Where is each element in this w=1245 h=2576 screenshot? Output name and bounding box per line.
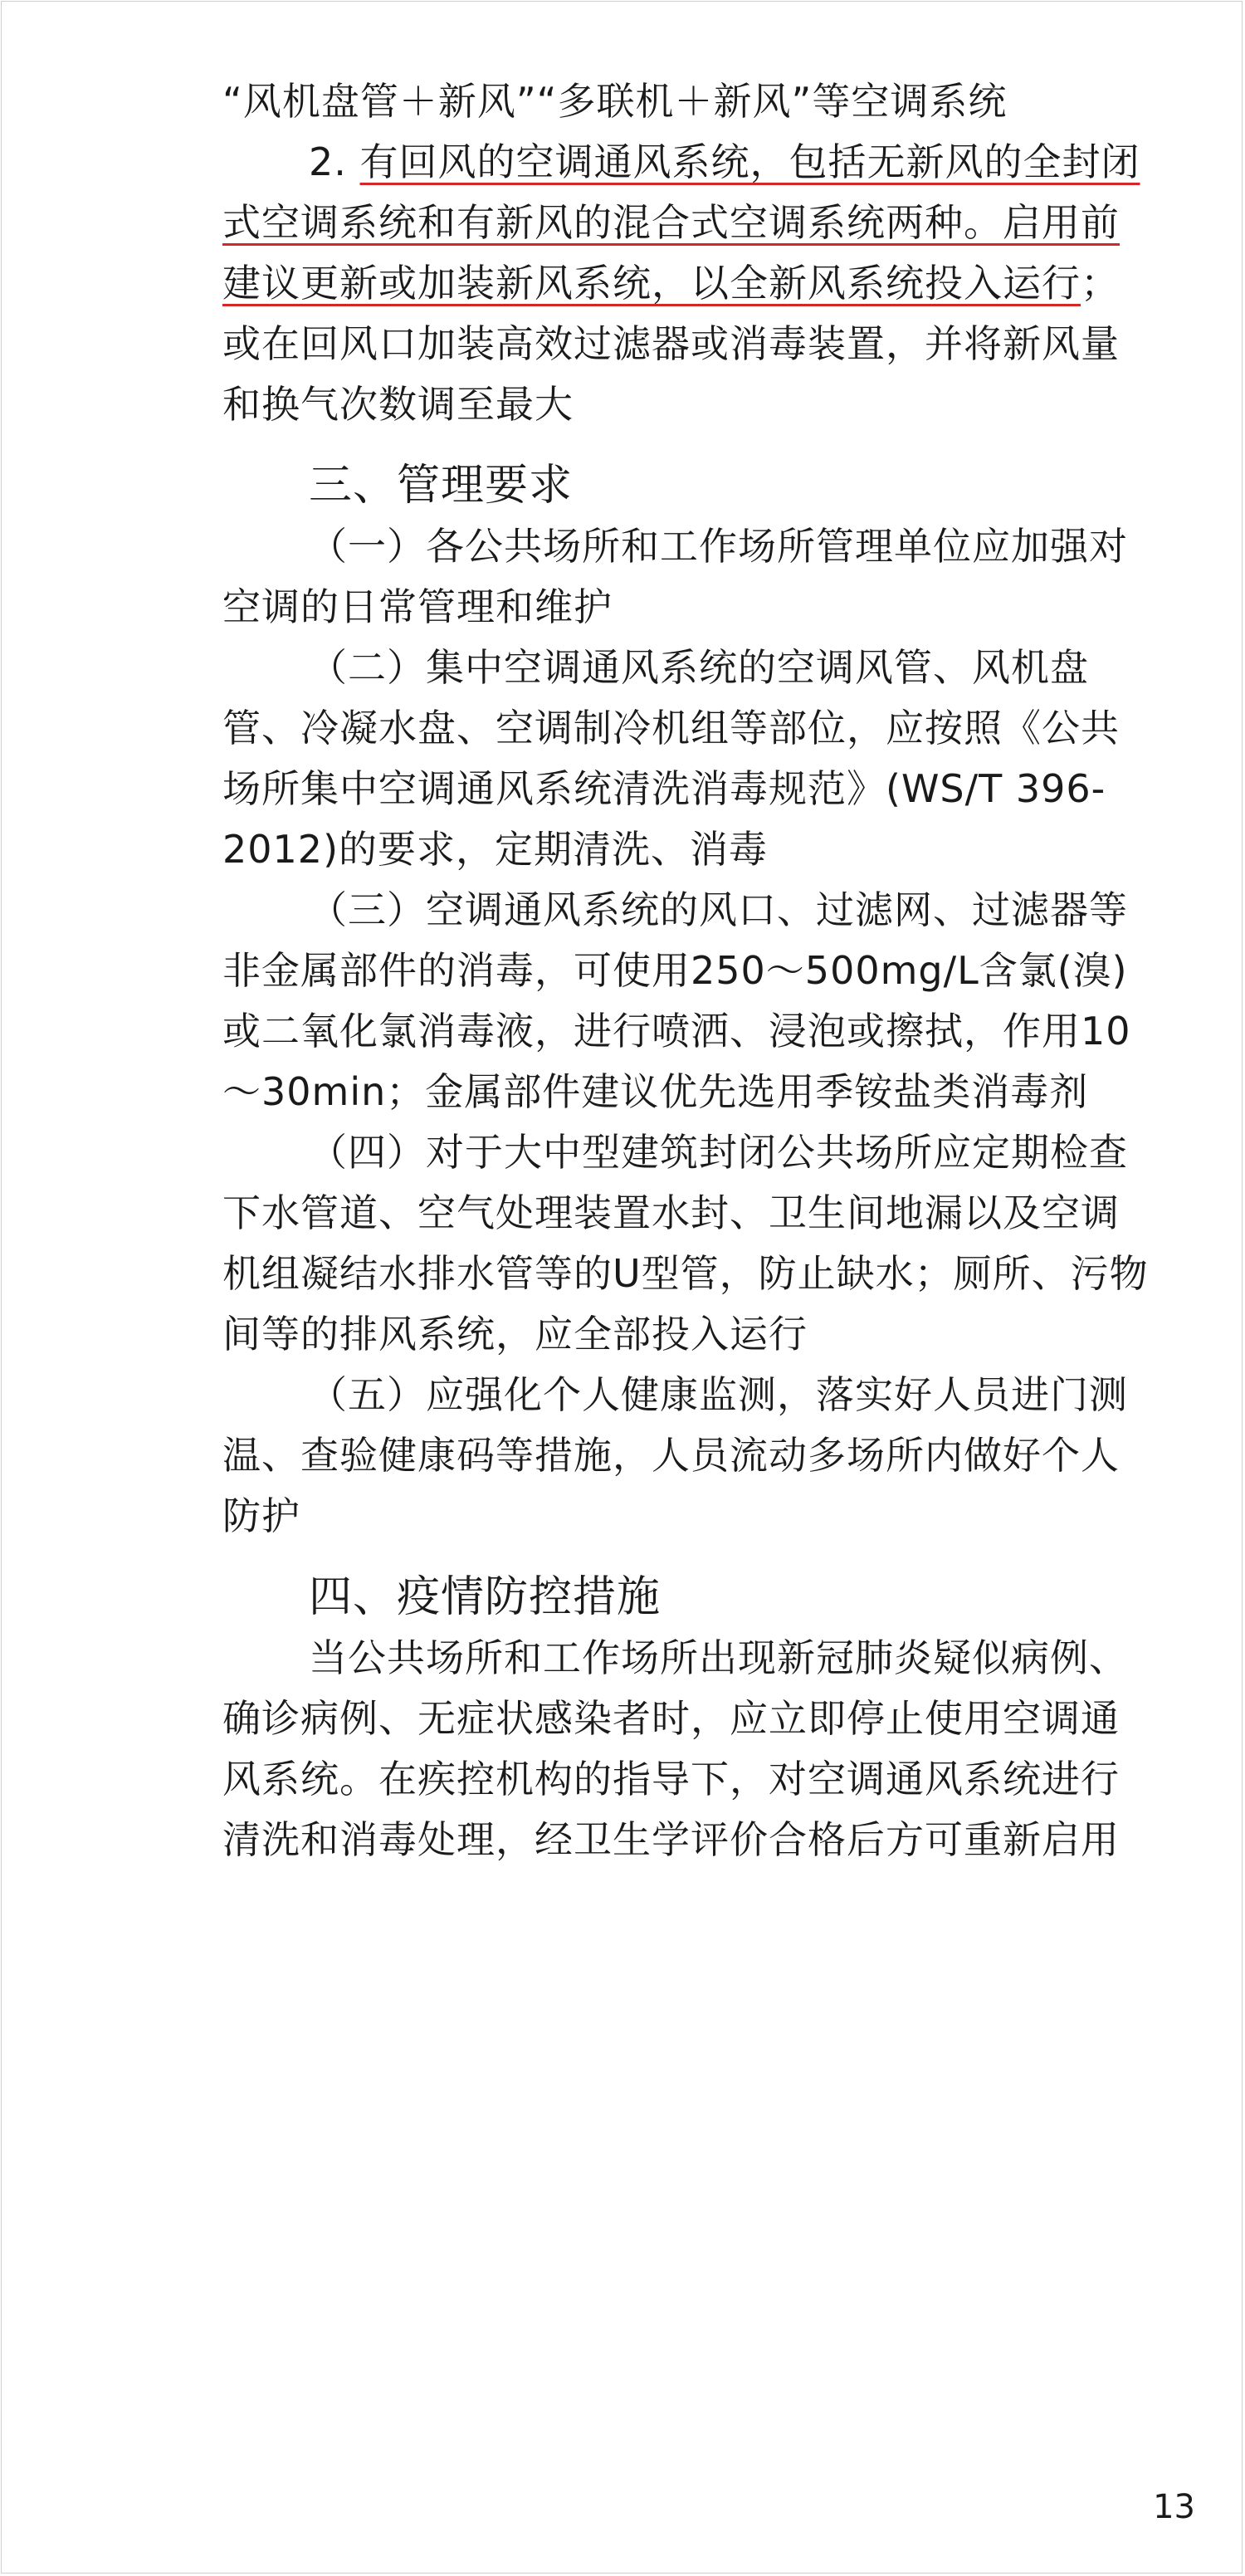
- management-item-1: （一）各公共场所和工作场所管理单位应加强对空调的日常管理和维护: [222, 524, 1128, 629]
- underlined-text: 有回风的空调通风系统，包括无新风的全封闭式空调系统和有新风的混合式空调系统两种。启用前建议更新或加装新风系统，以全新风系统投入运行: [222, 139, 1140, 306]
- paragraph-continuation: “风机盘管＋新风”“多联机＋新风”等空调系统: [222, 79, 1008, 124]
- management-item-4: （四）对于大中型建筑封闭公共场所应定期检查下水管道、空气处理装置水封、卫生间地漏以及空调机组凝结水排水管等的U型管，防止缺水；厕所、污物间等的排风系统，应全部投入运行: [222, 1130, 1149, 1356]
- item-2-rest: ；或在回风口加装高效过滤器或消毒装置，并将新风量和换气次数调至最大: [222, 261, 1120, 427]
- management-item-3: （三）空调通风系统的风口、过滤网、过滤器等非金属部件的消毒，可使用250～500mg/L含氯(溴)或二氧化氯消毒液，进行喷洒、浸泡或擦拭，作用10～30min；金属部件建议优先选用季铵盐类消毒剂: [222, 887, 1131, 1114]
- management-item-2: （二）集中空调通风系统的空调风管、风机盘管、冷凝水盘、空调制冷机组等部位，应按照《公共场所集中空调通风系统清洗消毒规范》(WS/T 396-2012)的要求，定期清洗、消毒: [222, 645, 1120, 872]
- document-body: [222, 71, 1150, 1870]
- item-2-paragraph: [222, 132, 1150, 435]
- section-heading-epidemic-control: 四、疫情防控措施: [309, 1572, 662, 1622]
- management-item-5: （五）应强化个人健康监测，落实好人员进门测温、查验健康码等措施，人员流动多场所内做好个人防护: [222, 1372, 1128, 1538]
- page-number: 13: [1153, 2488, 1195, 2526]
- epidemic-control-paragraph: 当公共场所和工作场所出现新冠肺炎疑似病例、确诊病例、无症状感染者时，应立即停止使用空调通风系统。在疾控机构的指导下，对空调通风系统进行清洗和消毒处理，经卫生学评价合格后方可重新启用: [222, 1635, 1128, 1862]
- item-2-number: 2.: [309, 139, 360, 184]
- section-heading-management: 三、管理要求: [309, 461, 574, 511]
